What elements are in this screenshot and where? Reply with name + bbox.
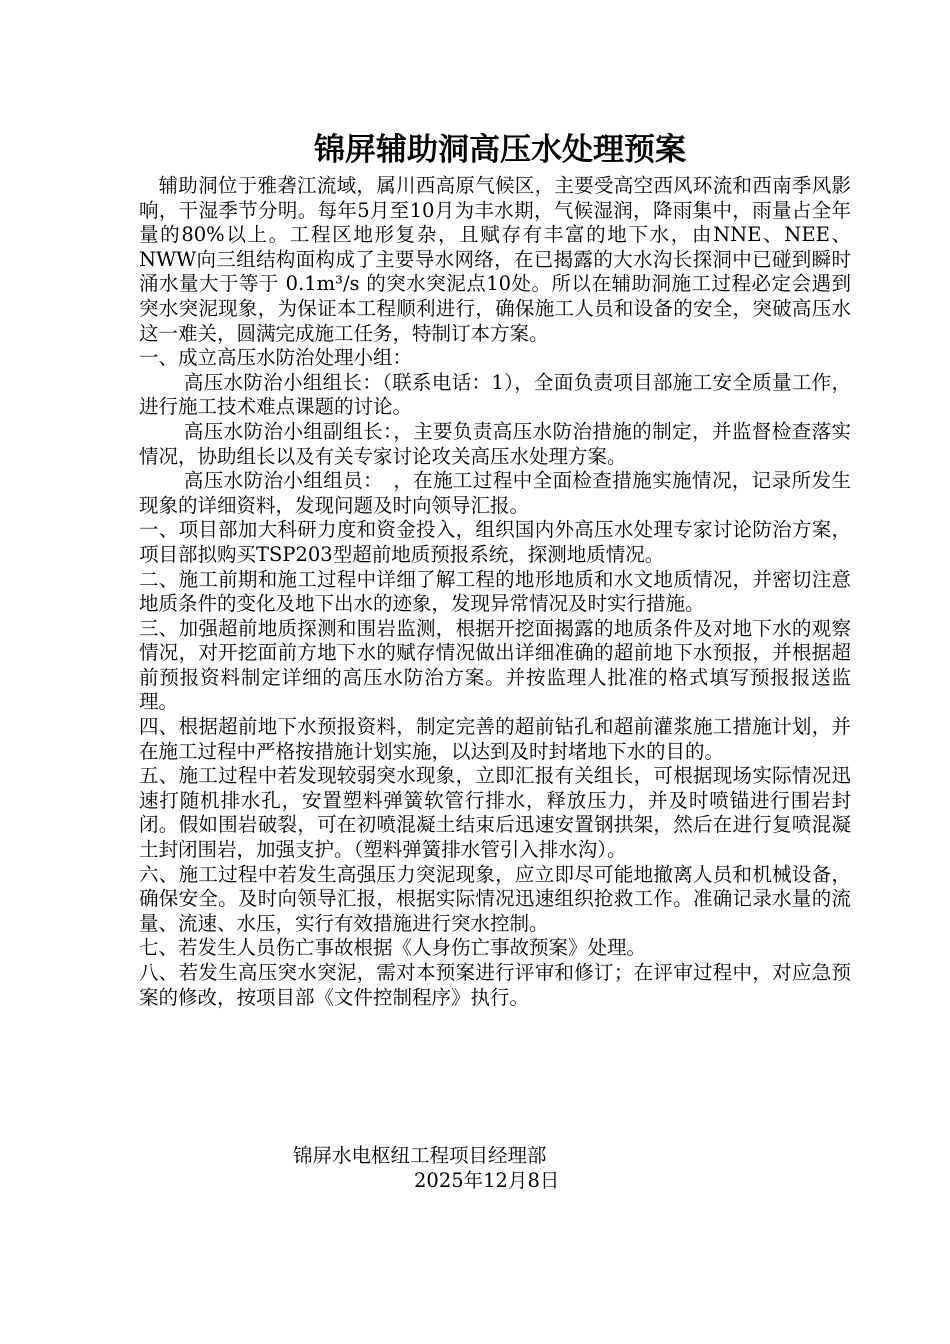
measure-item-3: 三、加强超前地质探测和围岩监测，根据开挖面揭露的地质条件及对地下水的观察情况，对开挖面前方地下水的赋存情况做出详细准确的超前地下水预报，并根据超前预报资料制定详细的高压水防治方案。并按监理人批准的格式填写预报报送监理。 xyxy=(139,616,851,714)
document-title: 锦屏辅助洞高压水处理预案 xyxy=(314,132,686,168)
measure-item-6: 六、施工过程中若发生高强压力突泥现象，应立即尽可能地撤离人员和机械设备，确保安全。及时向领导汇报，根据实际情况迅速组织抢救工作。准确记录水量的流量、流速、水压，实行有效措施进行突水控制。 xyxy=(139,862,851,935)
measure-item-8: 八、若发生高压突水突泥，需对本预案进行评审和修订；在评审过程中，对应急预案的修改，按项目部《文件控制程序》执行。 xyxy=(139,961,851,1009)
signature-date: 2025年12月8日 xyxy=(414,1169,560,1192)
measure-item-4: 四、根据超前地下水预报资料，制定完善的超前钻孔和超前灌浆施工措施计划，并在施工过程中严格按措施计划实施，以达到及时封堵地下水的目的。 xyxy=(139,715,851,763)
measure-item-1: 一、项目部加大科研力度和资金投入，组织国内外高压水处理专家讨论防治方案，项目部拟购买TSP203型超前地质预报系统，探测地质情况。 xyxy=(139,518,851,566)
section-heading: 一、成立高压水防治处理小组： xyxy=(139,346,413,370)
intro-paragraph: 辅助洞位于雅砻江流域，属川西高原气候区，主要受高空西风环流和西南季风影响，干湿季节分明。每年5月至10月为丰水期，气候湿润，降雨集中，雨量占全年量的80%以上。工程区地形复杂，且赋存有丰富的地下水，由NNE、NEE、NWW向三组结构面构成了主要导水网络，在已揭露的大水沟长探洞中已碰到瞬时涌水量大于等于 0.1m³/s 的突水突泥点10处。所以在辅助洞施工过程必定会遇到突水突泥现象，为保证本工程顺利进行，确保施工人员和设备的安全，突破高压水这一难关，圆满完成施工任务，特制订本方案。 xyxy=(139,174,851,345)
group-leader-paragraph: 高压水防治小组组长：（联系电话：1），全面负责项目部施工安全质量工作，进行施工技术难点课题的讨论。 xyxy=(139,370,851,419)
measure-item-7: 七、若发生人员伤亡事故根据《人身伤亡事故预案》处理。 xyxy=(139,936,647,960)
signature-block xyxy=(293,1143,559,1193)
group-member-paragraph: 高压水防治小组组员： ，在施工过程中全面检查措施实施情况，记录所发生现象的详细资料，发现问题及时向领导汇报。 xyxy=(139,469,851,517)
document-body xyxy=(139,174,851,1010)
group-deputy-paragraph: 高压水防治小组副组长：，主要负责高压水防治措施的制定，并监督检查落实情况，协助组长以及有关专家讨论攻关高压水处理方案。 xyxy=(139,419,851,468)
signature-organization: 锦屏水电枢纽工程项目经理部 xyxy=(293,1144,547,1167)
measure-item-5: 五、施工过程中若发现较弱突水现象，立即汇报有关组长，可根据现场实际情况迅速打随机排水孔，安置塑料弹簧软管行排水，释放压力，并及时喷锚进行围岩封闭。假如围岩破裂，可在初喷混凝土结束后迅速安置钢拱架，然后在进行复喷混凝土封闭围岩，加强支护。（塑料弹簧排水管引入排水沟）。 xyxy=(139,764,851,862)
measure-item-2: 二、施工前期和施工过程中详细了解工程的地形地质和水文地质情况，并密切注意地质条件的变化及地下出水的迹象，发现异常情况及时实行措施。 xyxy=(139,567,851,616)
